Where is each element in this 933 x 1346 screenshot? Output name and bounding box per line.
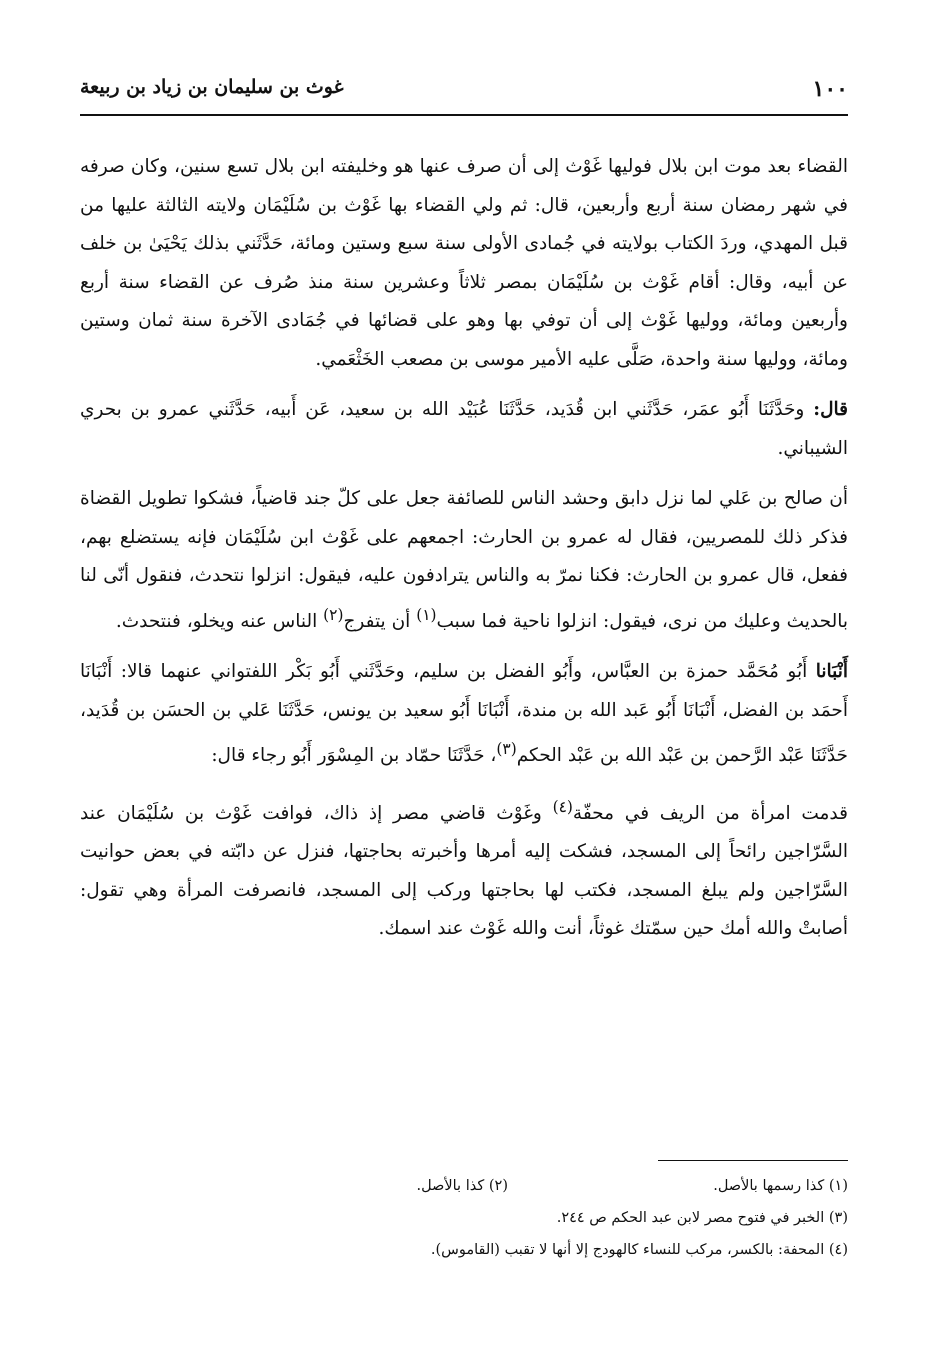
footnote-ref: (١) <box>416 605 437 624</box>
footnote-text: الخبر في فتوح مصر لابن عبد الحكم ص ٢٤٤. <box>556 1210 825 1226</box>
footnote <box>80 1234 848 1266</box>
footnote-ref: (٤) <box>552 797 573 816</box>
footnote-text: كذا بالأصل. <box>416 1178 485 1194</box>
running-title: غوث بن سليمان بن زياد بن ربيعة <box>80 76 344 98</box>
footnote-text: كذا رسمها بالأصل. <box>713 1178 825 1194</box>
footnote <box>416 1170 508 1202</box>
footnote <box>80 1202 848 1234</box>
footnote-number: (٢) <box>488 1178 508 1194</box>
footnotes <box>80 1170 848 1266</box>
paragraph-text: أن يتفرج <box>343 610 417 632</box>
paragraph-text: أَبُو مُحَمَّد حمزة بن العبَّاس، وأَبُو الفضل بن سليم، وحَدَّثَني أَبُو بَكْر اللفتواني عنهما قالا: أَنْبَانَا أَحمَد بن الفضل، أَنْبَانَا أَبُو عَبد الله بن مندة، أَنْبَانَا أَبُو سعيد بن يونس، حَدَّثَنَا عَلي بن الحسَن بن قُدَيد، حَدَّثَنَا عَبْد الرَّحمن بن عَبْد الله بن عَبْد الحكم <box>80 661 848 767</box>
paragraph <box>80 148 848 379</box>
paragraph <box>80 788 848 949</box>
footnote-separator <box>658 1160 848 1161</box>
footnote-text: المحفة: بالكسر، مركب للنساء كالهودج إلا أنها لا تقبب (القاموس). <box>430 1242 825 1258</box>
paragraph <box>80 653 848 776</box>
paragraph-text: القضاء بعد موت ابن بلال فوليها غَوْث إلى أن صرف عنها هو وخليفته ابن بلال تسع سنين، وكان صرفه في شهر رمضان سنة أربع وأربعين، قال: ثم ولي القضاء بها غَوْث بن سُلَيْمَان ولايته الثالثة عليها من قبل المهدي، وردَ الكتاب بولايته في جُمادى الأولى سنة سبع وستين ومائة، حَدَّثَني بذلك يَحْيَىٰ بن خلف عن أبيه، وقال: أقام غَوْث بن سُلَيْمَان بمصر ثلاثاً وعشرين سنة منذ صُرف عن القضاء سنة أربع وأربعين ومائة، ووليها غَوْث إلى أن توفي بها وهو على قضائها في جُمَادى الآخرة سنة ثمان وستين ومائة، ووليها سنة واحدة، صَلَّى عليه الأمير موسى بن مصعب الخَثْعَمي. <box>80 156 848 370</box>
paragraph-text: أن صالح بن عَلي لما نزل دابق وحشد الناس للصائفة جعل على كلّ جند قاضياً، فشكوا تطويل القضاة فذكر ذلك للمصريين، فقال له عمرو بن الحارث: اجمعهم على غَوْث ابن سُلَيْمَان فإنه يستضلع بهم، ففعل، قال عمرو بن الحارث: فكنا نمرّ به والناس يترادفون عليه، فيقول: انزلوا نتحدث، فنقول أنّى لنا بالحديث وعليك من نرى، فيقول: انزلوا ناحية فما سبب <box>80 488 848 632</box>
page-number: ١٠٠ <box>812 76 848 102</box>
paragraph-lead: أَنْبَانا <box>815 661 848 683</box>
paragraph-text: وغَوْث قاضي مصر إذ ذاك، فوافت غَوْث بن سُلَيْمَان عند السَّرّاجين رائحاً إلى المسجد، فشكت إليه أمرها وأخبرته بحاجتها، فنزل عن دابّته في بعض حوانيت السَّرّاجين ولم يبلغ المسجد، فكتب لها بحاجتها وركب إلى المسجد، فانصرفت المرأة وهي تقول: أصابتْ والله أمك حين سمّتك غوثاً، أنت والله غَوْث عند اسمك. <box>80 802 848 940</box>
paragraph-text: وحَدَّثَنَا أَبُو عمَر، حَدَّثَني ابن قُدَيد، حَدَّثَنَا عُبَيْد الله بن سعيد، عَن أَبيه، حَدَّثَني عمرو بن بحري الشيباني. <box>80 399 848 459</box>
footnote-number: (٤) <box>828 1242 848 1258</box>
footnote-ref: (٢) <box>323 605 344 624</box>
paragraph-text: قدمت امرأة من الريف في محفّة <box>572 802 848 824</box>
footnote-row <box>80 1170 848 1202</box>
page-header <box>80 74 848 116</box>
paragraph-text: الناس عنه ويخلو، فنتحدث. <box>115 610 324 632</box>
body-text <box>80 148 848 961</box>
footnote-number: (١) <box>828 1178 848 1194</box>
paragraph <box>80 391 848 468</box>
footnote-number: (٣) <box>828 1210 848 1226</box>
paragraph <box>80 480 848 641</box>
paragraph-text: ، حَدَّثَنَا حمّاد بن المِسْوَر أَبُو رجاء قال: <box>211 745 497 767</box>
footnote-ref: (٣) <box>496 740 517 759</box>
paragraph-lead: قال: <box>813 399 848 420</box>
footnote <box>508 1170 848 1202</box>
